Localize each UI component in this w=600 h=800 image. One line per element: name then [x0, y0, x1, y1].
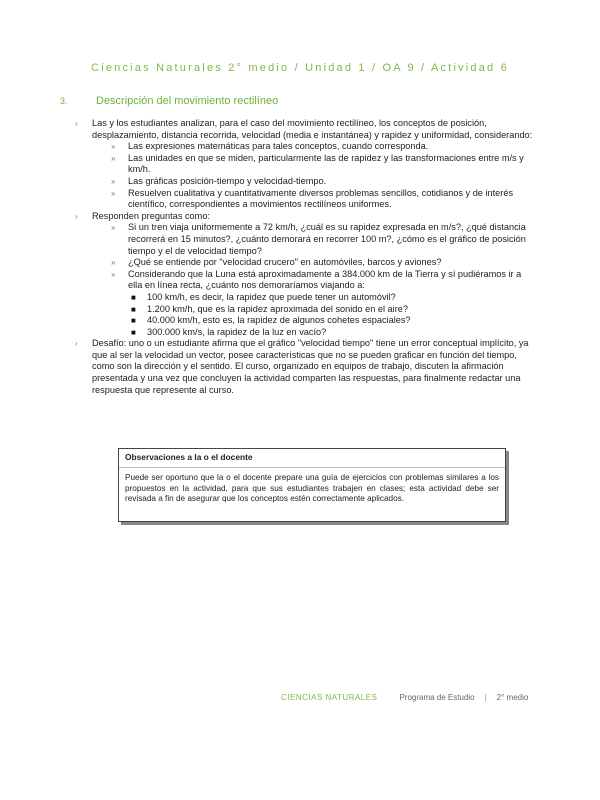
- subbullet-icon: »: [111, 188, 116, 198]
- observations-text: Puede ser oportuno que la o el docente prepare una guía de ejercicios con problemas similares a los propuestos en la actividad, para que sus estudiantes trabajen en clases; esta actividad debe ser revisada a fin de asegurar que los conceptos estén correctamente aplicados.: [125, 472, 499, 504]
- item-text: Responden preguntas como:: [92, 210, 210, 221]
- list-item: [75, 118, 535, 141]
- sublist-item: » Las expresiones matemáticas para tales conceptos, cuando corresponda.: [111, 141, 429, 152]
- subbullet-icon: »: [111, 153, 116, 163]
- sub-sublist-item: ■ 1.200 km/h, que es la rapidez aproximada del sonido en el aire?: [131, 303, 408, 314]
- section-title: Descripción del movimiento rectilíneo: [96, 95, 279, 107]
- footer-grade: 2° medio: [496, 693, 529, 702]
- square-bullet-icon: ■: [131, 304, 136, 314]
- sublist-item: » Las gráficas posición-tiempo y velocidad-tiempo.: [111, 175, 327, 186]
- subbullet-icon: »: [111, 142, 116, 152]
- subbullet-icon: »: [111, 258, 116, 268]
- activity-body: [75, 118, 535, 396]
- observations-title: Observaciones a la o el docente: [119, 449, 505, 468]
- list-item: [75, 338, 535, 396]
- bullet-icon: ›: [75, 119, 78, 128]
- bullet-icon: ›: [75, 211, 78, 221]
- item-text: Las y los estudiantes analizan, para el caso del movimiento rectilíneo, los conceptos de posición, desplazamiento, distancia recorrida, velocidad (media e instantánea) y rapidez y uniformidad, considerando:: [92, 118, 533, 140]
- subbullet-icon: »: [111, 176, 116, 186]
- bullet-icon: ›: [75, 339, 78, 349]
- sublist-item: » Las unidades en que se miden, particularmente las de rapidez y las transformaciones entre m/s y km/h.: [111, 152, 524, 175]
- sublist-item: » ¿Qué se entiende por "velocidad crucero" en automóviles, barcos y aviones?: [111, 257, 442, 268]
- footer-program: Programa de Estudio: [399, 693, 475, 702]
- square-bullet-icon: ■: [131, 292, 136, 302]
- sublist: [111, 141, 535, 211]
- sublist-item: » Si un tren viaja uniformemente a 72 km/h, ¿cuál es su rapidez expresada en m/s?, ¿qué distancia recorrerá en 15 minutos?, ¿cuánto demorará en recorrer 100 m?, ¿cómo es el gráfico de posición tiempo y el de velocidad tiempo?: [111, 222, 526, 256]
- sub-sublist: [129, 292, 535, 338]
- sub-sublist-item: ■ 100 km/h, es decir, la rapidez que puede tener un automóvil?: [131, 291, 396, 302]
- section-number: 3.: [60, 96, 68, 106]
- footer-subject: CIENCIAS NATURALES: [281, 693, 378, 702]
- subbullet-icon: »: [111, 269, 116, 279]
- list-item: [75, 211, 535, 223]
- sublist-item: » Resuelven cualitativa y cuantitativamente diversos problemas sencillos, cotidianos y de interés científico, correspondientes a movimientos rectilíneos uniformes.: [111, 187, 514, 210]
- page-header: Ciencias Naturales 2° medio / Unidad 1 / OA 9 / Actividad 6: [91, 62, 509, 74]
- item-text: Desafío: uno o un estudiante afirma que el gráfico "velocidad tiempo" tiene un error conceptual implícito, ya que al ser la velocidad un vector, posee características que no se pueden graficar en función del tiempo, como son la dirección y el sentido. El curso, organizado en equipos de trabajo, discuten la afirmación presentada y una vez que concluyen la actividad comparten las respuestas, para finalmente redactar una respuesta que represente al curso.: [92, 338, 529, 395]
- footer-separator: |: [484, 693, 487, 702]
- sublist: [111, 222, 535, 338]
- sub-sublist-item: ■ 300.000 km/s, la rapidez de la luz en vacío?: [131, 326, 327, 337]
- sublist-item: » Considerando que la Luna está aproximadamente a 384.000 km de la Tierra y sí pudiéramos ir a ella en línea recta, ¿cuánto nos demoraríamos viajando a:: [111, 268, 522, 291]
- square-bullet-icon: ■: [131, 316, 136, 326]
- page-footer: [281, 693, 528, 702]
- sub-sublist-item: ■ 40.000 km/h, esto es, la rapidez de algunos cohetes espaciales?: [131, 315, 411, 326]
- subbullet-icon: »: [111, 223, 116, 233]
- square-bullet-icon: ■: [131, 327, 136, 337]
- teacher-observations-box: [118, 448, 506, 522]
